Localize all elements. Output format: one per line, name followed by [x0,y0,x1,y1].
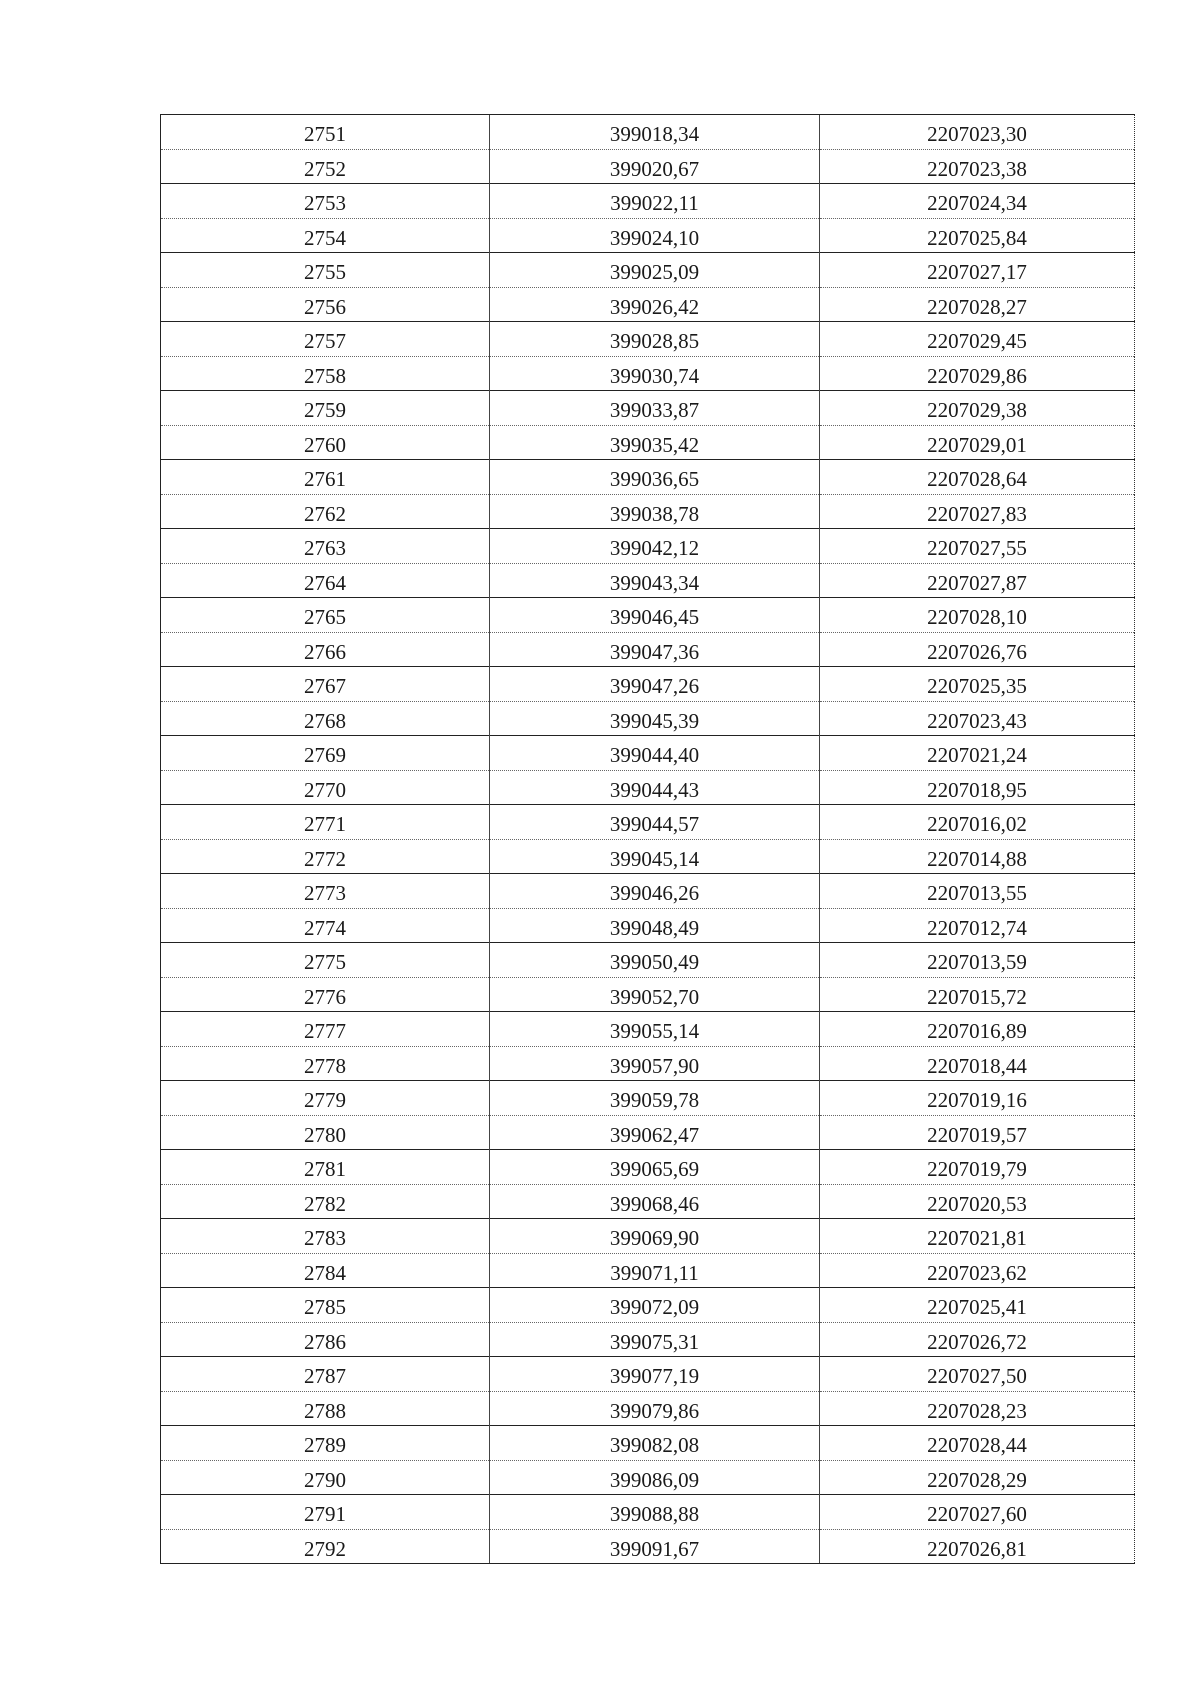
point-number-cell [161,908,490,943]
table-row [161,667,1135,702]
y-coordinate-cell [820,115,1135,150]
cell-text: 2207025,35 [927,674,1027,699]
cell-text: 2207027,17 [927,260,1027,285]
table-row [161,1357,1135,1392]
cell-text: 2207029,45 [927,329,1027,354]
cell-text: 2753 [304,191,346,216]
cell-text: 399036,65 [609,467,700,492]
cell-text: 2207029,01 [927,432,1027,457]
point-number-cell [161,391,490,426]
table-row [161,184,1135,219]
cell-text: 399024,10 [609,225,700,250]
point-number-cell [161,425,490,460]
cell-text: 399072,09 [609,1295,700,1320]
point-number-cell [161,1391,490,1426]
table-row [161,494,1135,529]
point-number-cell [161,943,490,978]
cell-text: 2207021,81 [927,1226,1027,1251]
table-row [161,1495,1135,1530]
y-coordinate-cell [820,1150,1135,1185]
cell-text: 2762 [304,501,346,526]
y-coordinate-cell [820,839,1135,874]
y-coordinate-cell [820,1012,1135,1047]
y-coordinate-cell [820,287,1135,322]
x-coordinate-cell [490,977,820,1012]
cell-text: 2207027,60 [927,1502,1027,1527]
cell-text: 399069,90 [609,1226,700,1251]
table-row [161,874,1135,909]
point-number-cell [161,1357,490,1392]
x-coordinate-cell [490,632,820,667]
cell-text: 399077,19 [609,1364,700,1389]
cell-text: 2777 [304,1019,346,1044]
table-row [161,425,1135,460]
cell-text: 2782 [304,1191,346,1216]
table-row [161,1460,1135,1495]
y-coordinate-cell [820,908,1135,943]
y-coordinate-cell [820,1081,1135,1116]
cell-text: 2765 [304,605,346,630]
y-coordinate-cell [820,1529,1135,1564]
cell-text: 399022,11 [610,191,699,216]
point-number-cell [161,598,490,633]
x-coordinate-cell [490,1219,820,1254]
x-coordinate-cell [490,287,820,322]
cell-text: 2778 [304,1053,346,1078]
point-number-cell [161,1219,490,1254]
cell-text: 399028,85 [609,329,700,354]
point-number-cell [161,1081,490,1116]
y-coordinate-cell [820,322,1135,357]
y-coordinate-cell [820,253,1135,288]
cell-text: 2758 [304,363,346,388]
x-coordinate-cell [490,1426,820,1461]
cell-text: 399025,09 [609,260,700,285]
x-coordinate-cell [490,253,820,288]
point-number-cell [161,563,490,598]
table-row [161,149,1135,184]
cell-text: 2207023,30 [927,122,1027,147]
cell-text: 2781 [304,1157,346,1182]
cell-text: 2751 [304,122,346,147]
x-coordinate-cell [490,908,820,943]
point-number-cell [161,632,490,667]
cell-text: 2207026,81 [927,1536,1027,1561]
point-number-cell [161,253,490,288]
y-coordinate-cell [820,701,1135,736]
cell-text: 2760 [304,432,346,457]
cell-text: 399045,14 [609,846,700,871]
y-coordinate-cell [820,1184,1135,1219]
table-row [161,1322,1135,1357]
y-coordinate-cell [820,1115,1135,1150]
cell-text: 2789 [304,1433,346,1458]
x-coordinate-cell [490,805,820,840]
y-coordinate-cell [820,770,1135,805]
cell-text: 399046,45 [609,605,700,630]
cell-text: 2207018,95 [927,777,1027,802]
table-row [161,736,1135,771]
x-coordinate-cell [490,1529,820,1564]
cell-text: 2752 [304,156,346,181]
point-number-cell [161,1253,490,1288]
y-coordinate-cell [820,1357,1135,1392]
cell-text: 399033,87 [609,398,700,423]
cell-text: 2780 [304,1122,346,1147]
cell-text: 399079,86 [609,1398,700,1423]
x-coordinate-cell [490,391,820,426]
cell-text: 2790 [304,1467,346,1492]
table-row [161,322,1135,357]
cell-text: 2207027,50 [927,1364,1027,1389]
table-row [161,839,1135,874]
table-row [161,253,1135,288]
y-coordinate-cell [820,1253,1135,1288]
table-row [161,977,1135,1012]
cell-text: 399071,11 [610,1260,699,1285]
table-row [161,632,1135,667]
cell-text: 399055,14 [609,1019,700,1044]
cell-text: 2754 [304,225,346,250]
cell-text: 2207014,88 [927,846,1027,871]
x-coordinate-cell [490,1460,820,1495]
point-number-cell [161,218,490,253]
cell-text: 2772 [304,846,346,871]
cell-text: 2207025,41 [927,1295,1027,1320]
point-number-cell [161,977,490,1012]
cell-text: 399018,34 [609,122,700,147]
y-coordinate-cell [820,460,1135,495]
cell-text: 2207028,27 [927,294,1027,319]
point-number-cell [161,1115,490,1150]
table-row [161,1219,1135,1254]
y-coordinate-cell [820,494,1135,529]
table-row [161,770,1135,805]
x-coordinate-cell [490,1012,820,1047]
cell-text: 399030,74 [609,363,700,388]
cell-text: 399044,43 [609,777,700,802]
x-coordinate-cell [490,1184,820,1219]
x-coordinate-cell [490,874,820,909]
cell-text: 2773 [304,881,346,906]
cell-text: 2757 [304,329,346,354]
cell-text: 2767 [304,674,346,699]
cell-text: 2764 [304,570,346,595]
cell-text: 399057,90 [609,1053,700,1078]
y-coordinate-cell [820,1495,1135,1530]
table-row [161,115,1135,150]
cell-text: 2207027,83 [927,501,1027,526]
cell-text: 2784 [304,1260,346,1285]
y-coordinate-cell [820,184,1135,219]
y-coordinate-cell [820,563,1135,598]
cell-text: 2207012,74 [927,915,1027,940]
point-number-cell [161,460,490,495]
table-row [161,563,1135,598]
y-coordinate-cell [820,218,1135,253]
cell-text: 399048,49 [609,915,700,940]
x-coordinate-cell [490,218,820,253]
cell-text: 2207025,84 [927,225,1027,250]
cell-text: 2766 [304,639,346,664]
table-row [161,1288,1135,1323]
cell-text: 2785 [304,1295,346,1320]
cell-text: 399091,67 [609,1536,700,1561]
cell-text: 2769 [304,743,346,768]
table-row [161,1253,1135,1288]
cell-text: 2207026,76 [927,639,1027,664]
cell-text: 2763 [304,536,346,561]
point-number-cell [161,1046,490,1081]
x-coordinate-cell [490,494,820,529]
cell-text: 2761 [304,467,346,492]
x-coordinate-cell [490,736,820,771]
cell-text: 2783 [304,1226,346,1251]
table-row [161,529,1135,564]
cell-text: 399043,34 [609,570,700,595]
point-number-cell [161,1150,490,1185]
cell-text: 399088,88 [609,1502,700,1527]
cell-text: 399065,69 [609,1157,700,1182]
cell-text: 2207026,72 [927,1329,1027,1354]
y-coordinate-cell [820,1046,1135,1081]
cell-text: 399026,42 [609,294,700,319]
x-coordinate-cell [490,1081,820,1116]
y-coordinate-cell [820,977,1135,1012]
y-coordinate-cell [820,1391,1135,1426]
cell-text: 2779 [304,1088,346,1113]
table-row [161,598,1135,633]
cell-text: 2207021,24 [927,743,1027,768]
x-coordinate-cell [490,1322,820,1357]
cell-text: 2776 [304,984,346,1009]
x-coordinate-cell [490,184,820,219]
table-row [161,460,1135,495]
cell-text: 2207019,57 [927,1122,1027,1147]
y-coordinate-cell [820,529,1135,564]
x-coordinate-cell [490,460,820,495]
point-number-cell [161,115,490,150]
x-coordinate-cell [490,1288,820,1323]
cell-text: 399068,46 [609,1191,700,1216]
x-coordinate-cell [490,1391,820,1426]
x-coordinate-cell [490,701,820,736]
x-coordinate-cell [490,356,820,391]
cell-text: 2775 [304,950,346,975]
table-row [161,287,1135,322]
cell-text: 399042,12 [609,536,700,561]
cell-text: 399044,57 [609,812,700,837]
cell-text: 399050,49 [609,950,700,975]
y-coordinate-cell [820,1322,1135,1357]
point-number-cell [161,839,490,874]
point-number-cell [161,874,490,909]
y-coordinate-cell [820,667,1135,702]
cell-text: 399052,70 [609,984,700,1009]
y-coordinate-cell [820,736,1135,771]
cell-text: 2786 [304,1329,346,1354]
table-row [161,701,1135,736]
point-number-cell [161,1495,490,1530]
cell-text: 2207016,89 [927,1019,1027,1044]
point-number-cell [161,1529,490,1564]
cell-text: 2207028,64 [927,467,1027,492]
cell-text: 2207019,79 [927,1157,1027,1182]
cell-text: 2207018,44 [927,1053,1027,1078]
table-row [161,1150,1135,1185]
point-number-cell [161,149,490,184]
x-coordinate-cell [490,563,820,598]
y-coordinate-cell [820,391,1135,426]
cell-text: 2207013,59 [927,950,1027,975]
cell-text: 2207027,87 [927,570,1027,595]
x-coordinate-cell [490,149,820,184]
cell-text: 2759 [304,398,346,423]
x-coordinate-cell [490,322,820,357]
x-coordinate-cell [490,943,820,978]
cell-text: 2770 [304,777,346,802]
point-number-cell [161,184,490,219]
y-coordinate-cell [820,1219,1135,1254]
cell-text: 399059,78 [609,1088,700,1113]
y-coordinate-cell [820,874,1135,909]
x-coordinate-cell [490,1495,820,1530]
cell-text: 399047,26 [609,674,700,699]
point-number-cell [161,736,490,771]
x-coordinate-cell [490,839,820,874]
table-row [161,1046,1135,1081]
point-number-cell [161,1184,490,1219]
cell-text: 2207029,38 [927,398,1027,423]
cell-text: 399082,08 [609,1433,700,1458]
table-row [161,1391,1135,1426]
x-coordinate-cell [490,1115,820,1150]
coordinates-table-body [161,115,1135,1564]
cell-text: 399044,40 [609,743,700,768]
table-row [161,218,1135,253]
cell-text: 2207023,38 [927,156,1027,181]
x-coordinate-cell [490,770,820,805]
cell-text: 399038,78 [609,501,700,526]
x-coordinate-cell [490,529,820,564]
y-coordinate-cell [820,1288,1135,1323]
cell-text: 2207020,53 [927,1191,1027,1216]
cell-text: 2756 [304,294,346,319]
table-row [161,943,1135,978]
y-coordinate-cell [820,1460,1135,1495]
cell-text: 2787 [304,1364,346,1389]
y-coordinate-cell [820,805,1135,840]
point-number-cell [161,322,490,357]
y-coordinate-cell [820,1426,1135,1461]
table-row [161,356,1135,391]
cell-text: 2768 [304,708,346,733]
cell-text: 399045,39 [609,708,700,733]
coordinates-table [160,114,1135,1564]
cell-text: 2207013,55 [927,881,1027,906]
cell-text: 2207016,02 [927,812,1027,837]
cell-text: 399075,31 [609,1329,700,1354]
point-number-cell [161,1322,490,1357]
point-number-cell [161,1288,490,1323]
point-number-cell [161,494,490,529]
table-row [161,805,1135,840]
x-coordinate-cell [490,1253,820,1288]
cell-text: 2207028,44 [927,1433,1027,1458]
y-coordinate-cell [820,149,1135,184]
x-coordinate-cell [490,115,820,150]
cell-text: 2207023,43 [927,708,1027,733]
y-coordinate-cell [820,598,1135,633]
cell-text: 2207023,62 [927,1260,1027,1285]
table-row [161,1081,1135,1116]
cell-text: 2755 [304,260,346,285]
table-row [161,908,1135,943]
cell-text: 2207024,34 [927,191,1027,216]
point-number-cell [161,529,490,564]
point-number-cell [161,356,490,391]
cell-text: 2771 [304,812,346,837]
table-row [161,1426,1135,1461]
table-row [161,1529,1135,1564]
x-coordinate-cell [490,425,820,460]
table-row [161,1012,1135,1047]
cell-text: 2207027,55 [927,536,1027,561]
cell-text: 2207028,10 [927,605,1027,630]
cell-text: 2207028,29 [927,1467,1027,1492]
x-coordinate-cell [490,667,820,702]
point-number-cell [161,667,490,702]
cell-text: 2207015,72 [927,984,1027,1009]
table-row [161,1184,1135,1219]
point-number-cell [161,701,490,736]
point-number-cell [161,1012,490,1047]
y-coordinate-cell [820,943,1135,978]
cell-text: 2791 [304,1502,346,1527]
cell-text: 399062,47 [609,1122,700,1147]
cell-text: 399035,42 [609,432,700,457]
x-coordinate-cell [490,1150,820,1185]
x-coordinate-cell [490,598,820,633]
cell-text: 2788 [304,1398,346,1423]
point-number-cell [161,805,490,840]
x-coordinate-cell [490,1046,820,1081]
point-number-cell [161,287,490,322]
y-coordinate-cell [820,356,1135,391]
cell-text: 399020,67 [609,156,700,181]
cell-text: 399047,36 [609,639,700,664]
y-coordinate-cell [820,425,1135,460]
cell-text: 399046,26 [609,881,700,906]
cell-text: 2792 [304,1536,346,1561]
x-coordinate-cell [490,1357,820,1392]
cell-text: 2207029,86 [927,363,1027,388]
point-number-cell [161,770,490,805]
table-row [161,391,1135,426]
table-row [161,1115,1135,1150]
cell-text: 2207028,23 [927,1398,1027,1423]
point-number-cell [161,1426,490,1461]
point-number-cell [161,1460,490,1495]
cell-text: 2774 [304,915,346,940]
cell-text: 2207019,16 [927,1088,1027,1113]
cell-text: 399086,09 [609,1467,700,1492]
y-coordinate-cell [820,632,1135,667]
